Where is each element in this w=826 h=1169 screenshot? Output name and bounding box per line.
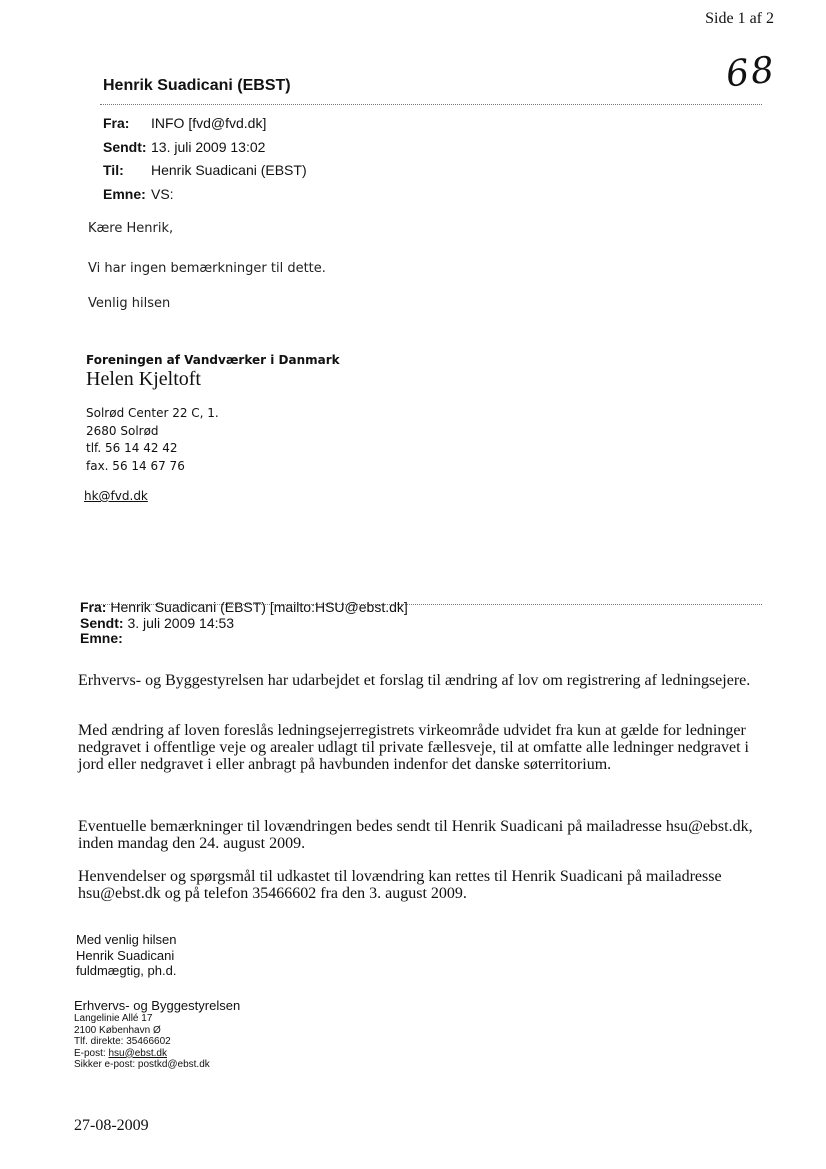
fwd-subject-row	[80, 631, 408, 647]
closing-line: Henrik Suadicani	[76, 947, 175, 963]
closing-line: Med venlig hilsen	[76, 932, 177, 947]
fwd-sent-row	[80, 616, 408, 632]
forward-paragraph: Eventuelle bemærkninger til lovændringen bedes sendt til Henrik Suadicani på mailadresse hsu@ebst.dk, inden mandag den 24. august 2009.	[78, 818, 753, 852]
message-meta	[103, 112, 307, 206]
footer-date: 27-08-2009	[74, 1117, 149, 1134]
agency-line: Tlf. direkte: 35466602	[74, 1036, 171, 1047]
forwarded-meta	[80, 600, 408, 647]
agency-address	[74, 1013, 210, 1071]
from-value: INFO [fvd@fvd.dk]	[151, 115, 267, 131]
subject-row	[103, 183, 307, 207]
phone-line: tlf. 56 14 42 42	[86, 441, 178, 455]
address-line: Solrød Center 22 C, 1.	[86, 406, 219, 420]
from-row	[103, 112, 307, 136]
address-line: 2680 Solrød	[86, 423, 159, 438]
fwd-sent-label: Sendt:	[80, 614, 124, 631]
to-label: Til:	[103, 162, 124, 178]
closing-line: fuldmægtig, ph.d.	[76, 963, 177, 978]
agency-line: 2100 København Ø	[74, 1024, 161, 1036]
page-number: Side 1 af 2	[705, 10, 774, 27]
forward-paragraph: Henvendelser og spørgsmål til udkastet til lovændring kan rettes til Henrik Suadicani på mailadresse hsu@ebst.dk og på telefon 35466602 fra den 3. august 2009.	[78, 868, 722, 902]
forward-paragraph: Med ændring af loven foreslås ledningsejerregistrets virkeområde udvidet fra kun at gælde for ledninger nedgravet i offentlige veje og arealer udlagt til private fællesveje, til at omfatte alle ledninger nedgravet i jord eller nedgravet i eller anbragt på havbunden indenfor det danske søterritorium.	[78, 722, 749, 773]
agency-email-row	[74, 1048, 210, 1060]
header-divider	[100, 104, 762, 105]
agency-line: Langelinie Allé 17	[74, 1013, 153, 1024]
to-row	[103, 159, 307, 183]
agency-email-label: E-post:	[74, 1047, 109, 1059]
forward-closing	[76, 932, 176, 979]
message-body: Vi har ingen bemærkninger til dette.	[88, 261, 326, 276]
agency-name: Erhvervs- og Byggestyrelsen	[74, 998, 241, 1013]
subject-label: Emne:	[103, 185, 146, 202]
closing: Venlig hilsen	[88, 296, 171, 311]
fax-line: fax. 56 14 67 76	[86, 458, 185, 473]
fwd-from-value: Henrik Suadicani (EBST) [mailto:HSU@ebst.dk]	[110, 599, 408, 615]
to-value: Henrik Suadicani (EBST)	[151, 162, 307, 178]
signature-name: Helen Kjeltoft	[86, 368, 201, 390]
greeting: Kære Henrik,	[88, 221, 174, 236]
subject-value: VS:	[151, 185, 174, 202]
signature-email-link[interactable]: hk@fvd.dk	[84, 489, 148, 503]
signature-address	[86, 405, 219, 475]
sent-row	[103, 136, 307, 160]
fwd-from-row	[80, 600, 408, 616]
sent-value: 13. juli 2009 13:02	[151, 138, 266, 155]
fwd-sent-value: 3. juli 2009 14:53	[127, 614, 235, 631]
signature-organization: Foreningen af Vandværker i Danmark	[86, 353, 340, 367]
recipient-header: Henrik Suadicani (EBST)	[103, 77, 291, 94]
handwritten-mark: 68	[724, 49, 779, 96]
from-label: Fra:	[103, 115, 130, 131]
forward-paragraph: Erhvervs- og Byggestyrelsen har udarbejdet et forslag til ændring af lov om registrering af ledningsejere.	[78, 672, 751, 689]
sent-label: Sendt:	[103, 138, 147, 155]
agency-email-link[interactable]: hsu@ebst.dk	[108, 1047, 167, 1059]
agency-secure-email: Sikker e-post: postkd@ebst.dk	[74, 1059, 210, 1070]
fwd-from-label: Fra:	[80, 599, 107, 615]
fwd-subject-label: Emne:	[80, 630, 123, 646]
